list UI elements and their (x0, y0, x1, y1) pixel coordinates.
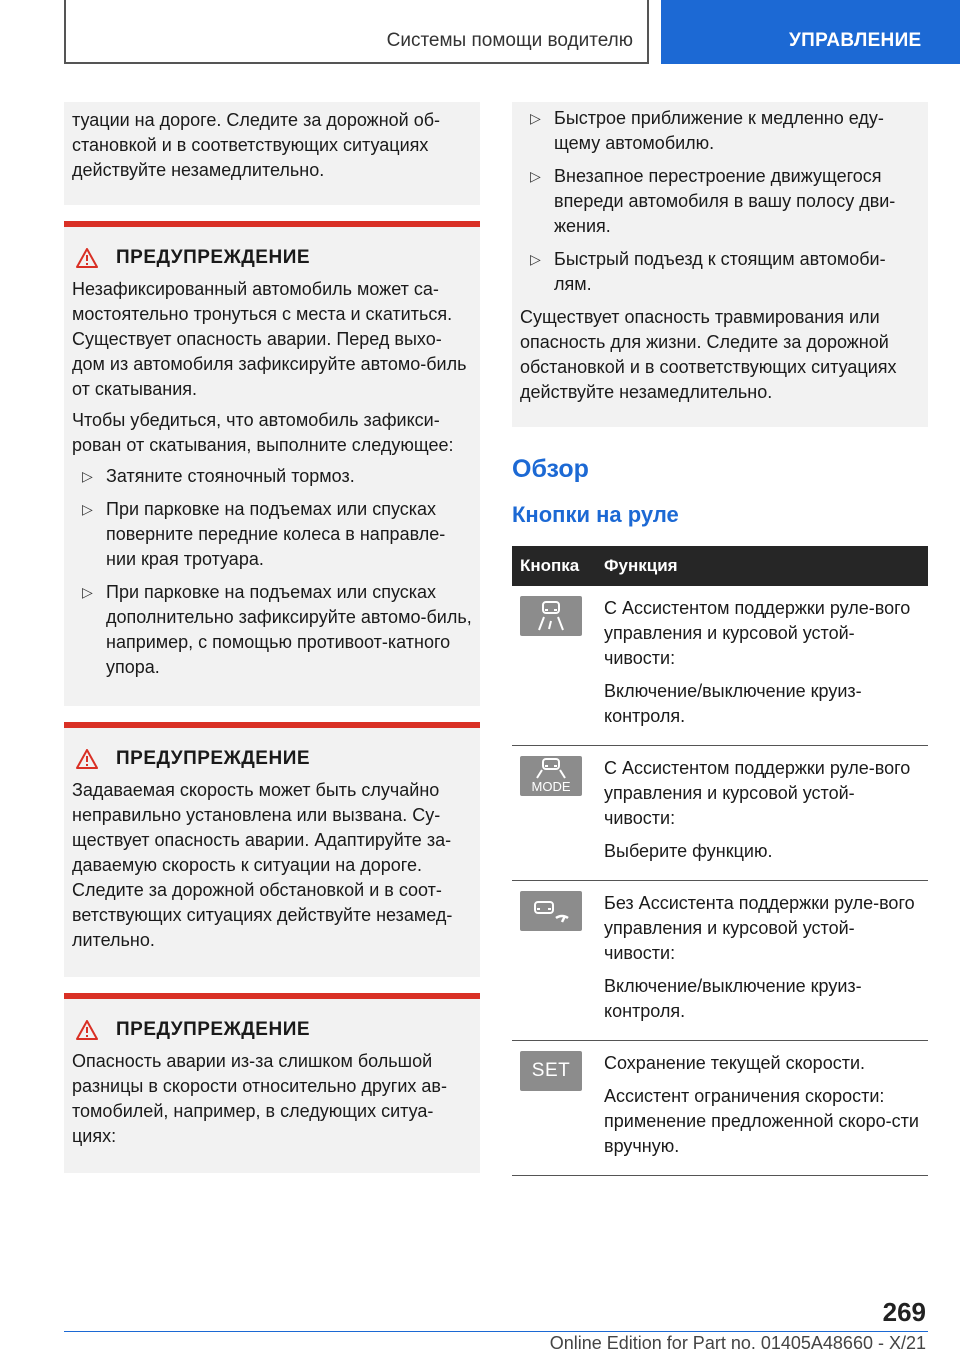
triangle-bullet-icon: ▷ (82, 501, 93, 517)
cruise-control-icon (520, 891, 582, 931)
triangle-bullet-icon: ▷ (82, 584, 93, 600)
warning3-text: Опасность аварии из-за слишком большой разницы в скорости относительно других ав-томобилей, например, в следующих ситуа-циях: (72, 1051, 447, 1146)
list-item: ▷ При парковке на подъемах или спусках дополнительно зафиксируйте автомо-биль, например, с помощью противоот-катного упора. (82, 582, 472, 677)
right-column (512, 102, 928, 1176)
buttons-table (512, 546, 928, 1176)
list-item: ▷ Затяните стояночный тормоз. (72, 464, 472, 489)
intro-text: туации на дороге. Следите за дорожной об-становкой и в соответствующих ситуациях действуйте незамедлительно. (72, 110, 441, 180)
list-item: ▷ При парковке на подъемах или спусках поверните передние колеса в направле-нии края тротуара. (82, 499, 446, 569)
warning3-continuation-box (512, 102, 928, 427)
set-icon: SET (520, 1051, 582, 1091)
warning-title-1: ПРЕДУПРЕЖДЕНИЕ (72, 247, 472, 269)
mode-icon: MODE (520, 756, 582, 796)
warning2-text: Задаваемая скорость может быть случайно неправильно установлена или вызвана. Су-ществует опасность аварии. Адаптируйте за-даваемую скорость к ситуации на дороге. Следите за дорожной обстановкой и в соот-ветствующих ситуациях действуйте незамед-лительно. (72, 780, 453, 950)
table-row: SET Сохранение текущей скорости. Ассистент ограничения скорости: применение предложенной скоро-сти вручную. (512, 1041, 928, 1176)
footer-divider (64, 1331, 928, 1332)
warning-title-3: ПРЕДУПРЕЖДЕНИЕ (72, 1019, 472, 1041)
header-chapter-tab (661, 0, 960, 64)
warning1-list (72, 464, 472, 680)
warning-triangle-icon (76, 1020, 98, 1040)
table-header-row (512, 546, 928, 586)
list-item: ▷ Быстрое приближение к медленно еду-щему автомобилю. (530, 108, 884, 153)
left-column (64, 102, 480, 1173)
triangle-bullet-icon: ▷ (530, 168, 541, 184)
header-chapter-title: УПРАВЛЕНИЕ (789, 30, 922, 51)
steering-assist-icon (520, 596, 582, 636)
column-header-function: Функция (600, 546, 928, 586)
triangle-bullet-icon: ▷ (530, 251, 541, 267)
warning-triangle-icon (76, 749, 98, 769)
list-item: ▷ Внезапное перестроение движущегося впереди автомобиля в вашу полосу дви-жения. (530, 166, 896, 236)
list-item: ▷ Быстрый подъезд к стоящим автомоби-лям. (530, 249, 886, 294)
warning-title-2: ПРЕДУПРЕЖДЕНИЕ (72, 748, 472, 770)
triangle-bullet-icon: ▷ (530, 110, 541, 126)
danger-text: Существует опасность травмирования или опасность для жизни. Следите за дорожной обстановкой и в соответствующих ситуациях действуйте незамедлительно. (520, 307, 897, 402)
page-number: 269 (882, 1297, 926, 1327)
column-header-button: Кнопка (512, 546, 600, 586)
table-row: Без Ассистента поддержки руле-вого управления и курсовой устой-чивости: Включение/выключение круиз-контроля. (512, 881, 928, 1041)
danger-situations-list (520, 106, 920, 297)
warning-box-1 (64, 221, 480, 706)
warning1-instructions: Чтобы убедиться, что автомобиль зафикси-рован от скатывания, выполните следующее: (72, 410, 454, 455)
subsection-title: Кнопки на руле (512, 502, 679, 527)
section-title: Обзор (512, 455, 589, 483)
intro-box (64, 102, 480, 205)
header-section-tab (64, 0, 649, 64)
footer-edition: Online Edition for Part no. 01405A48660 - X/21 (549, 1333, 926, 1353)
warning-triangle-icon (76, 248, 98, 268)
warning-box-3 (64, 993, 480, 1173)
table-row: MODE С Ассистентом поддержки руле-вого управления и курсовой устой-чивости: Выберите функцию. (512, 746, 928, 881)
warning-box-2 (64, 722, 480, 977)
warning1-text: Незафиксированный автомобиль может са-мостоятельно тронуться с места и скатиться. Существует опасность аварии. Перед выхо-дом из автомобиля зафиксируйте автомо-биль от скатывания. (72, 279, 467, 399)
table-row: С Ассистентом поддержки руле-вого управления и курсовой устой-чивости: Включение/выключение круиз-контроля. (512, 586, 928, 746)
header-section-title: Системы помощи водителю (386, 30, 633, 51)
triangle-bullet-icon: ▷ (82, 468, 93, 484)
